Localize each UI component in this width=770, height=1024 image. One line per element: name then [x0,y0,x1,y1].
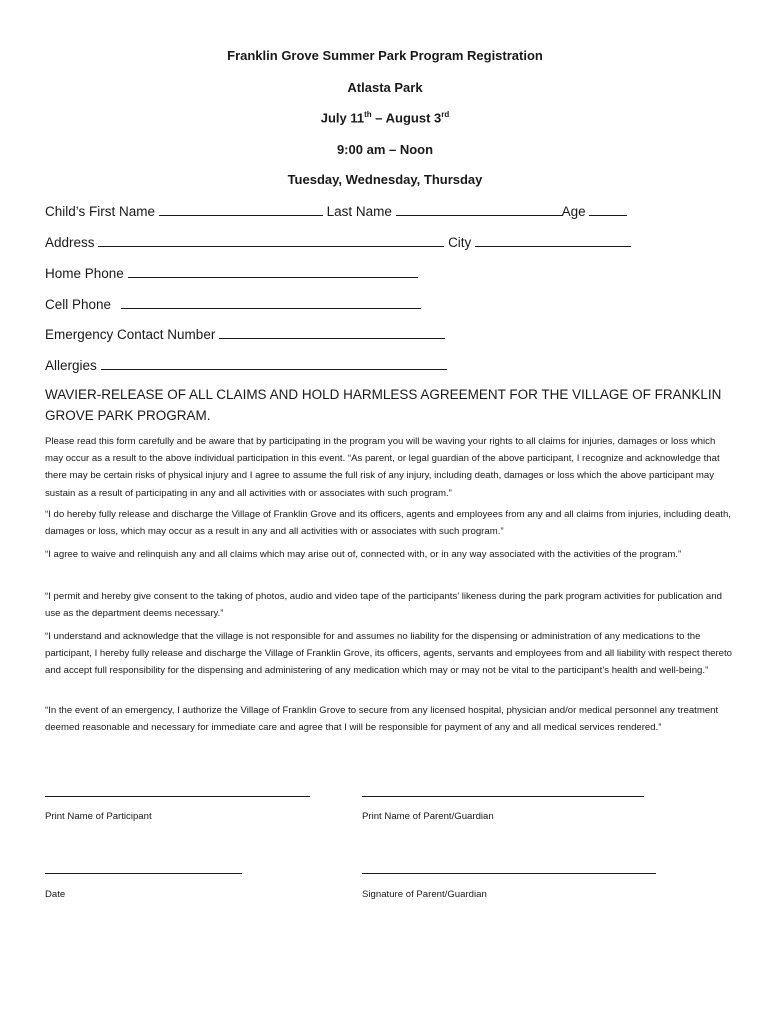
print-participant-label: Print Name of Participant [45,811,152,822]
age-field[interactable] [589,202,627,216]
print-parent-label: Print Name of Parent/Guardian [362,811,494,822]
allergies-row [45,356,447,373]
emergency-contact-row [45,325,445,342]
emergency-contact-field[interactable] [219,325,445,339]
home-phone-row [45,264,418,281]
last-name-label: Last Name [326,204,392,219]
address-label: Address [45,235,95,250]
emergency-contact-label: Emergency Contact Number [45,327,216,342]
program-dates [0,110,770,125]
program-days: Tuesday, Wednesday, Thursday [287,172,483,187]
child-first-name-label: Child’s First Name [45,204,156,219]
cell-phone-field[interactable] [121,295,421,309]
date-label: Date [45,889,66,900]
waiver-title: WAVIER-RELEASE OF ALL CLAIMS AND HOLD HARMLESS AGREEMENT FOR THE VILLAGE OF FRANKLIN GROVE PARK PROGRAM. [45,387,722,423]
allergies-field[interactable] [101,356,447,370]
cell-phone-label: Cell Phone [45,297,112,312]
child-name-row [45,202,627,219]
waiver-paragraph: “I do hereby fully release and discharge the Village of Franklin Grove and its officers, agents and employees from any and all claims from injuries, including death, damages or loss, which may occur as a result in any and all activities with or associates with such program.” [45,509,731,538]
parent-signature-line[interactable] [362,873,656,874]
age-label: Age [561,204,586,219]
waiver-paragraph: Please read this form carefully and be aware that by participating in the program you will be waving your rights to all claims for injuries, damages or loss which may occur as a result to the above individual participation in this event. “As parent, or legal guardian of the above participant, I recognize and acknowledge that there may be certain risks of physical injury and I agree to assume the full risk of any injury, including death, damages or loss which the above participant may sustain as a result of participating in any and all activities with or associates with such program.” [45,436,720,499]
address-field[interactable] [98,233,444,247]
parent-signature-label: Signature of Parent/Guardian [362,889,487,900]
city-field[interactable] [475,233,631,247]
waiver-paragraph: “I understand and acknowledge that the village is not responsible for and assumes no liability for the dispensing or administration of any medications to the participant, I hereby fully release and discharge the Village of Franklin Grove, its officers, agents, servants and employees from and all liability with respect thereto and accept full responsibility for the dispensing and administering of any medication which may or may not be vital to the participant’s health and well-being.” [45,631,733,677]
start-date-suffix: th [364,110,372,119]
form-title: Franklin Grove Summer Park Program Registration [227,48,543,63]
home-phone-field[interactable] [128,264,418,278]
waiver-paragraph: “I agree to waive and relinquish any and all claims which may arise out of, connected with, or in any way associated with the activities of the program.” [45,549,682,560]
date-line[interactable] [45,873,242,874]
start-date: July 11 [320,110,365,126]
waiver-paragraph: “In the event of an emergency, I authorize the Village of Franklin Grove to secure from any licensed hospital, physician and/or medical personnel any treatment deemed reasonable and necessary for immediate care and agree that I will be responsible for payment of any and all medical services rendered.” [45,705,719,734]
parent-name-line[interactable] [362,796,644,797]
home-phone-label: Home Phone [45,266,124,281]
last-name-field[interactable] [396,202,562,216]
cell-phone-row [45,295,421,312]
end-date-suffix: rd [441,110,450,119]
city-label: City [448,235,472,250]
child-first-name-field[interactable] [159,202,323,216]
park-location: Atlasta Park [347,80,423,95]
program-time: 9:00 am – Noon [336,142,434,157]
address-row [45,233,631,250]
date-separator: – August 3 [371,110,442,126]
waiver-paragraph: “I permit and hereby give consent to the taking of photos, audio and video tape of the participants’ likeness during the park program activities for publication and use as the department deems necessary.” [45,591,722,620]
participant-name-line[interactable] [45,796,310,797]
allergies-label: Allergies [45,358,97,373]
